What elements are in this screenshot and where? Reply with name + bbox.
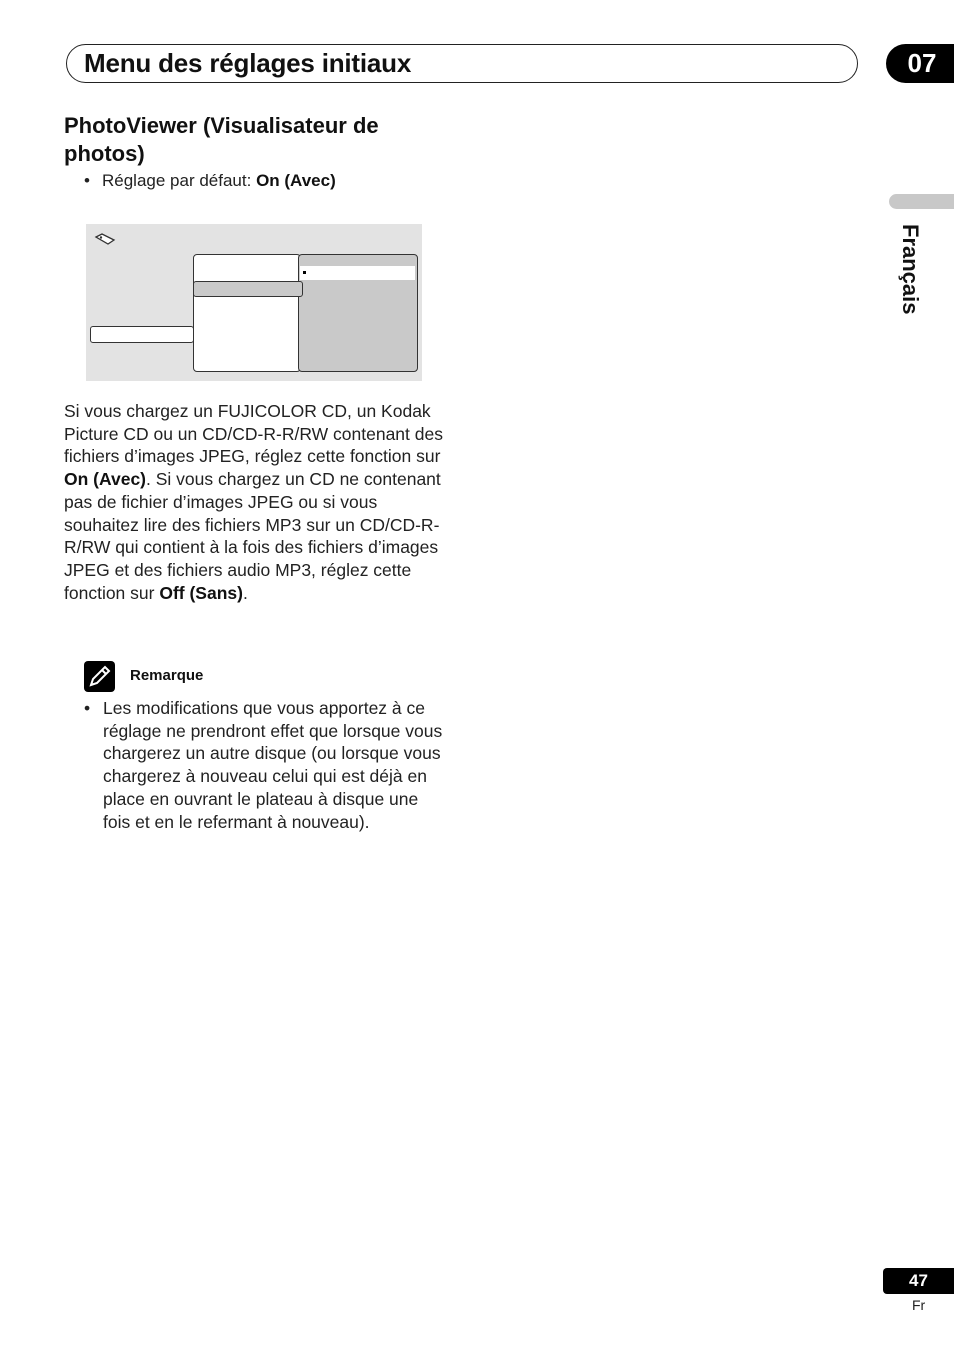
default-setting-text bbox=[102, 169, 336, 192]
menu-screen-illustration bbox=[86, 224, 422, 381]
page-language-code: Fr bbox=[912, 1297, 926, 1313]
description-paragraph bbox=[64, 400, 449, 604]
option-cursor-icon bbox=[303, 271, 306, 274]
note-text: Les modifications que vous apportez à ce réglage ne prendront effet que lorsque vous chargerez un autre disque (ou lorsque vous chargerez à nouveau celui qui est déjà en place en ouvrant le plateau à disque une fois et en le refermant à nouveau). bbox=[103, 698, 443, 832]
bullet-dot: • bbox=[84, 698, 91, 718]
menu-selected-item bbox=[193, 281, 303, 297]
body-text-1: Si vous chargez un FUJICOLOR CD, un Kodak Picture CD ou un CD/CD-R-R/RW contenant des fichiers d’images JPEG, réglez cette fonction sur bbox=[64, 401, 443, 467]
off-setting-label: Off (Sans) bbox=[159, 582, 243, 603]
page-number: 47 bbox=[883, 1268, 954, 1294]
on-setting-label: On (Avec) bbox=[64, 469, 147, 490]
pencil-note-icon bbox=[84, 661, 115, 692]
pencil-glyph bbox=[84, 661, 115, 692]
menu-category-panel bbox=[193, 254, 301, 372]
chapter-badge: 07 bbox=[886, 44, 954, 83]
default-value: On (Avec) bbox=[256, 171, 336, 190]
section-title: PhotoViewer (Visualisateur de photos) bbox=[64, 113, 379, 166]
disc-tag-icon bbox=[94, 232, 116, 246]
page-title: Menu des réglages initiaux bbox=[84, 48, 412, 78]
menu-side-tab bbox=[90, 326, 194, 343]
language-label: Français bbox=[898, 224, 923, 315]
body-text-2: . Si vous chargez un CD ne contenant pas de fichier d’images JPEG ou si vous souhaitez lire des fichiers MP3 sur un CD/CD-R-R/RW qui contient à la fois des fichiers d’images JPEG et des fichiers audio MP3, réglez cette fonction sur bbox=[64, 469, 441, 603]
default-prefix: Réglage par défaut: bbox=[102, 171, 257, 190]
language-tab bbox=[889, 194, 954, 209]
menu-option-selected bbox=[300, 266, 415, 280]
note-label: Remarque bbox=[130, 667, 204, 684]
bullet-dot: • bbox=[84, 171, 90, 190]
body-text-3: . bbox=[242, 582, 248, 603]
